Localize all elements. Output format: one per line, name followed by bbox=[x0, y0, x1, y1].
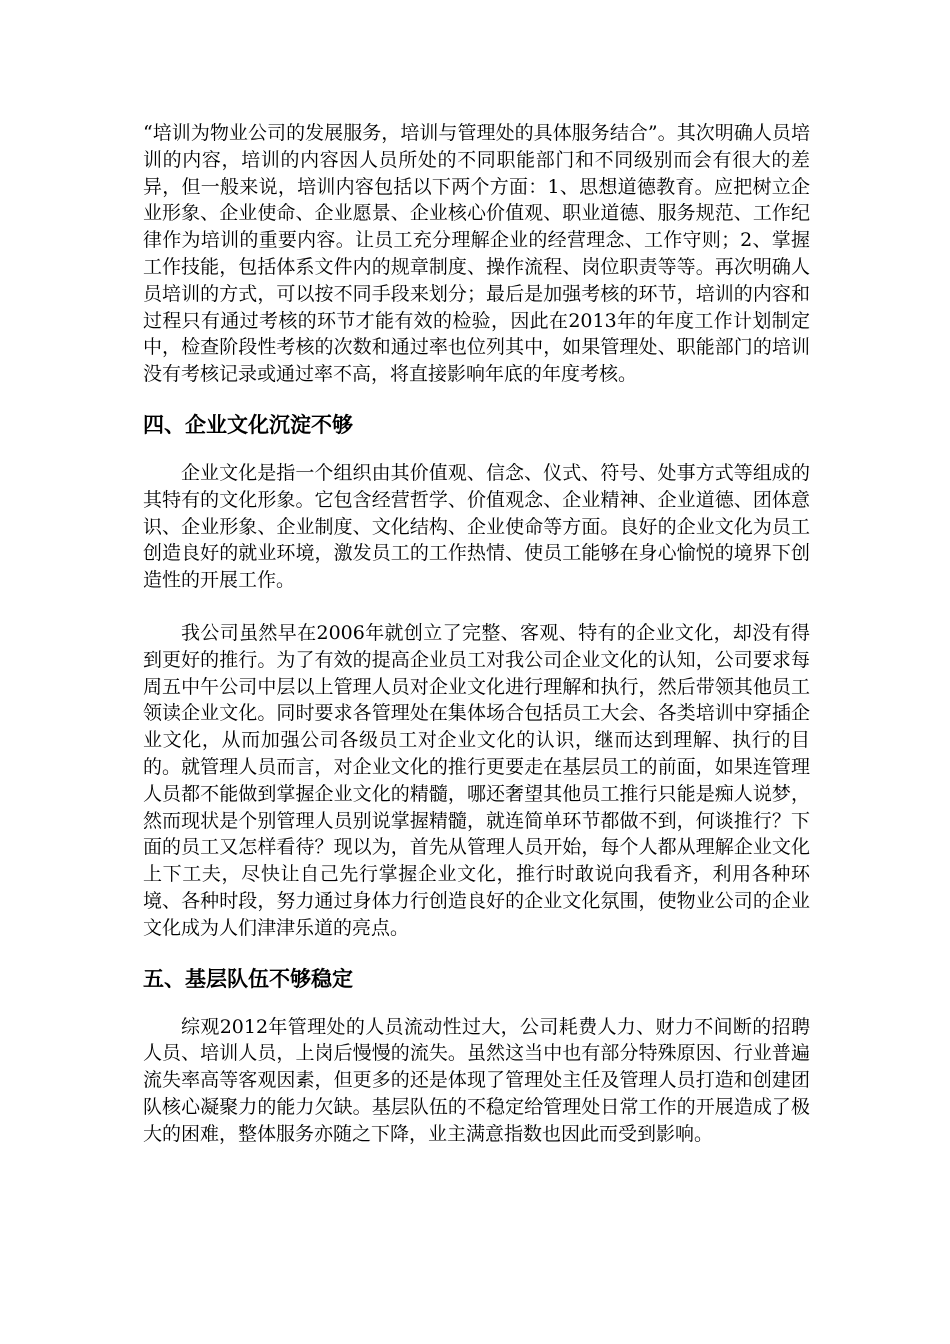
section-heading-culture: 四、企业文化沉淀不够 bbox=[143, 412, 353, 437]
paragraph-team-stability: 综观2012年管理处的人员流动性过大，公司耗费人力、财力不间断的招聘人员、培训人员，上岗后慢慢的流失。虽然这当中也有部分特殊原因、行业普遍流失率高等客观因素，但更多的还是体现了管理处主任及管理人员打造和创建团队核心凝聚力的能力欠缺。基层队伍的不稳定给管理处日常工作的开展造成了极大的困难，整体服务亦随之下降，业主满意指数也因此而受到影响。 bbox=[143, 1015, 810, 1145]
paragraph-culture-definition: 企业文化是指一个组织由其价值观、信念、仪式、符号、处事方式等组成的其特有的文化形象。它包含经营哲学、价值观念、企业精神、企业道德、团体意识、企业形象、企业制度、文化结构、企业使命等方面。良好的企业文化为员工创造良好的就业环境，激发员工的工作热情、使员工能够在身心愉悦的境界下创造性的开展工作。 bbox=[143, 461, 810, 592]
section-heading-team: 五、基层队伍不够稳定 bbox=[143, 966, 353, 991]
paragraph-training-content: “培训为物业公司的发展服务，培训与管理处的具体服务结合”。其次明确人员培训的内容，培训的内容因人员所处的不同职能部门和不同级别而会有很大的差异，但一般来说，培训内容包括以下两个方面：1、思想道德教育。应把树立企业形象、企业使命、企业愿景、企业核心价值观、职业道德、服务规范、工作纪律作为培训的重要内容。让员工充分理解企业的经营理念、工作守则；2、掌握工作技能，包括体系文件内的规章制度、操作流程、岗位职责等等。再次明确人员培训的方式，可以按不同手段来划分；最后是加强考核的环节，培训的内容和过程只有通过考核的环节才能有效的检验，因此在2013年的年度工作计划制定中，检查阶段性考核的次数和通过率也位列其中，如果管理处、职能部门的培训没有考核记录或通过率不高，将直接影响年底的年度考核。 bbox=[143, 122, 810, 386]
document-page bbox=[143, 120, 810, 1148]
paragraph-culture-promotion: 我公司虽然早在2006年就创立了完整、客观、特有的企业文化，却没有得到更好的推行。为了有效的提高企业员工对我公司企业文化的认知，公司要求每周五中午公司中层以上管理人员对企业文化进行理解和执行，然后带领其他员工领读企业文化。同时要求各管理处在集体场合包括员工大会、各类培训中穿插企业文化，从而加强公司各级员工对企业文化的认识，继而达到理解、执行的目的。就管理人员而言，对企业文化的推行更要走在基层员工的前面，如果连管理人员都不能做到掌握企业文化的精髓，哪还奢望其他员工推行只能是痴人说梦，然而现状是个别管理人员别说掌握精髓，就连简单环节都做不到，何谈推行？下面的员工又怎样看待？现以为，首先从管理人员开始，每个人都从理解企业文化上下工夫，尽快让自己先行掌握企业文化，推行时敢说向我看齐，利用各种环境、各种时段，努力通过身体力行创造良好的企业文化氛围，使物业公司的企业文化成为人们津津乐道的亮点。 bbox=[143, 621, 810, 939]
